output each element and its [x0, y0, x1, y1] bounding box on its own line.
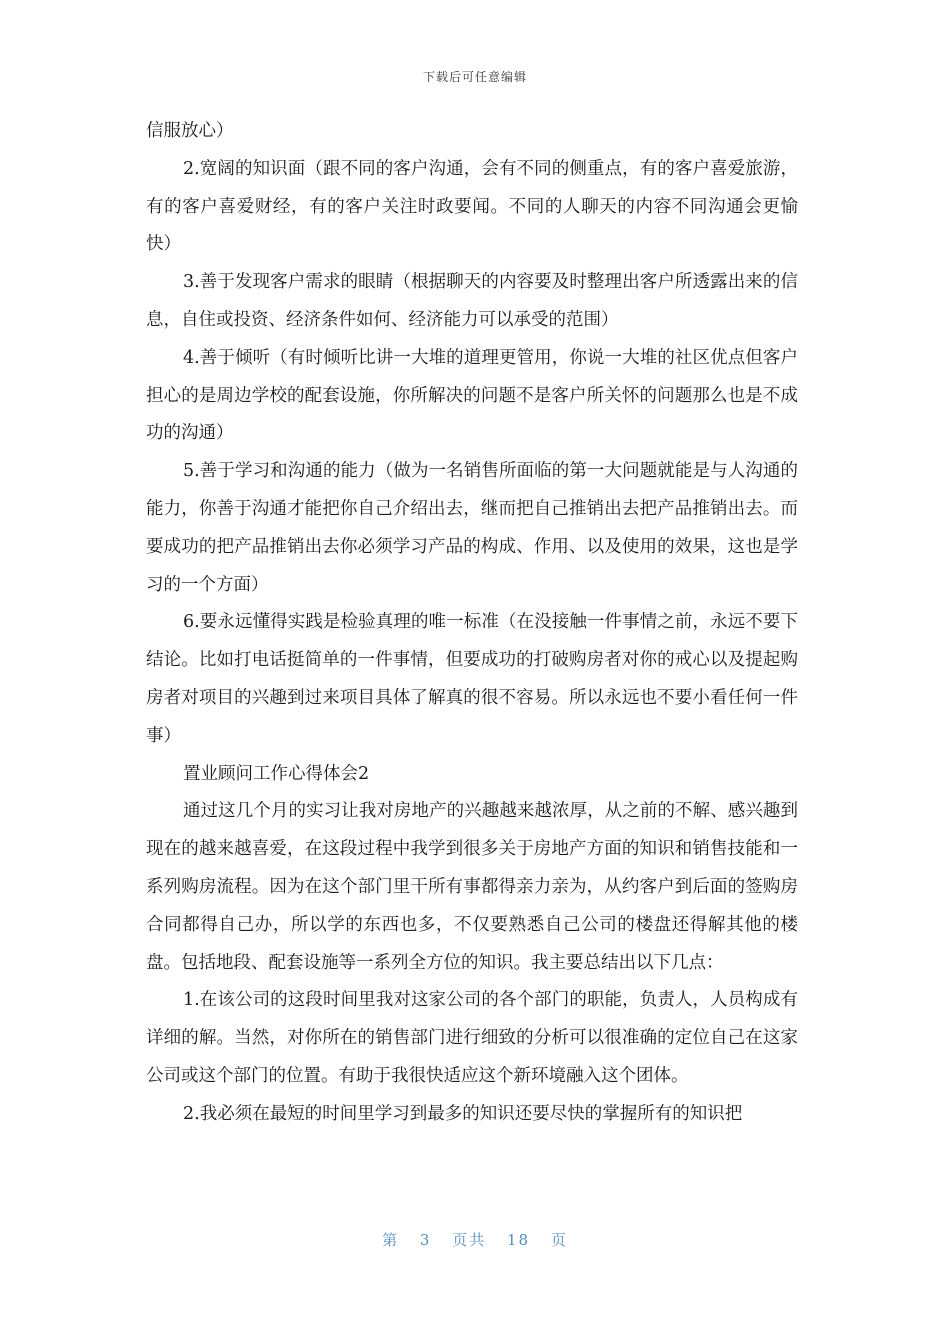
paragraph-4: 5.善于学习和沟通的能力（做为一名销售所面临的第一大问题就能是与人沟通的能力，你善于沟通才能把你自己介绍出去，继而把自己推销出去把产品推销出去。而要成功的把产品推销出去你必须学习产品的构成、作用、以及使用的效果，这也是学习的一个方面）	[146, 461, 798, 595]
page-header	[0, 68, 950, 85]
paragraph-7: 通过这几个月的实习让我对房地产的兴趣越来越浓厚，从之前的不解、感兴趣到现在的越来越喜爱，在这段过程中我学到很多关于房地产方面的知识和销售技能和一系列购房流程。因为在这个部门里干所有事都得亲力亲为，从约客户到后面的签购房合同都得自己办，所以学的东西也多，不仅要熟悉自己公司的楼盘还得解其他的楼盘。包括地段、配套设施等一系列全方位的知识。我主要总结出以下几点：	[146, 801, 798, 973]
document-body	[146, 113, 798, 1134]
paragraph-5: 6.要永远懂得实践是检验真理的唯一标准（在没接触一件事情之前，永远不要下结论。比如打电话挺简单的一件事情，但要成功的打破购房者对你的戒心以及提起购房者对项目的兴趣到过来项目具体了解真的很不容易。所以永远也不要小看任何一件事）	[146, 612, 798, 746]
paragraph-8: 1.在该公司的这段时间里我对这家公司的各个部门的职能，负责人，人员构成有详细的解。当然，对你所在的销售部门进行细致的分析可以很准确的定位自己在这家公司或这个部门的位置。有助于我很快适应这个新环境融入这个团体。	[146, 990, 798, 1086]
paragraph-0: 信服放心）	[146, 121, 234, 141]
paragraph-3: 4.善于倾听（有时倾听比讲一大堆的道理更管用，你说一大堆的社区优点但客户担心的是周边学校的配套设施，你所解决的问题不是客户所关怀的问题那么也是不成功的沟通）	[146, 347, 798, 444]
footer-prefix: 第	[382, 1231, 400, 1249]
footer-middle: 页共	[452, 1231, 487, 1249]
footer-total-pages: 18	[507, 1231, 531, 1249]
paragraph-1: 2.宽阔的知识面（跟不同的客户沟通，会有不同的侧重点，有的客户喜爱旅游，有的客户喜爱财经，有的客户关注时政要闻。不同的人聊天的内容不同沟通会更愉快）	[146, 158, 798, 255]
footer-current-page: 3	[419, 1231, 432, 1249]
header-text: 下载后可任意编辑	[422, 70, 527, 84]
paragraph-2: 3.善于发现客户需求的眼睛（根据聊天的内容要及时整理出客户所透露出来的信息，自住或投资、经济条件如何、经济能力可以承受的范围）	[146, 272, 798, 330]
paragraph-9: 2.我必须在最短的时间里学习到最多的知识还要尽快的掌握所有的知识把	[183, 1103, 743, 1124]
footer-suffix: 页	[550, 1231, 568, 1249]
page-footer	[0, 1229, 950, 1250]
section-heading: 置业顾问工作心得体会2	[183, 763, 370, 784]
